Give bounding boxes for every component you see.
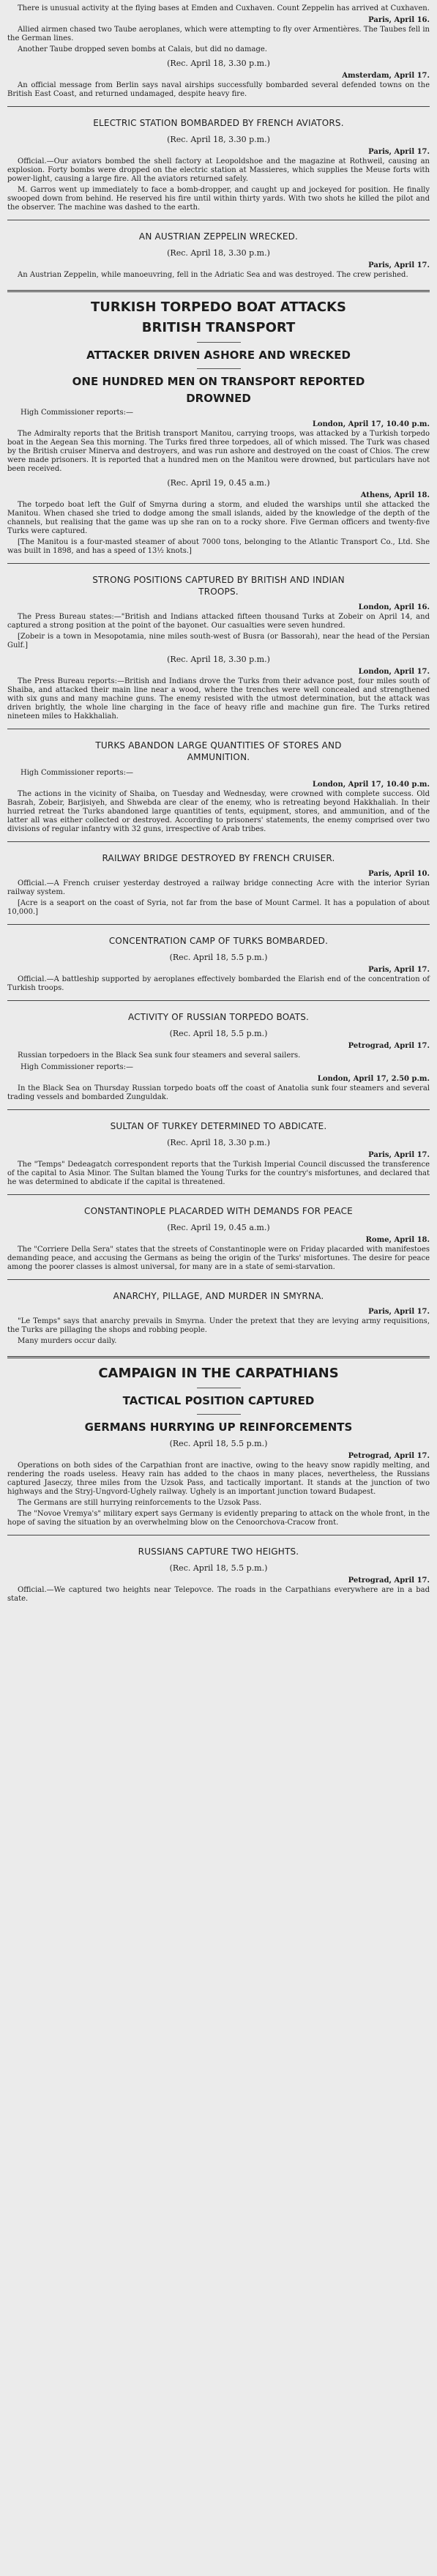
headline: BRITISH TRANSPORT <box>141 320 296 335</box>
dateline: Paris, April 10. <box>368 870 430 878</box>
article-heading: ACTIVITY OF RUSSIAN TORPEDO BOATS. <box>127 1012 310 1022</box>
received-time: (Rec. April 18, 3.30 p.m.) <box>167 248 270 258</box>
paragraph: M. Garros went up immediately to face a bomb-dropper, and caught up and jockeyed for position. He finally swooped down from behind. He reserved his fire until within thirty yards. With two shots he killed the pilot and the observer. The machine was dashed to the earth. <box>7 186 430 212</box>
divider <box>197 342 241 343</box>
source-line: High Commissioner reports:— <box>20 1063 133 1071</box>
dateline: Petrograd, April 17. <box>348 1042 430 1050</box>
received-time: (Rec. April 18, 3.30 p.m.) <box>167 655 270 664</box>
article-heading: RUSSIANS CAPTURE TWO HEIGHTS. <box>138 1546 299 1557</box>
headline: CAMPAIGN IN THE CARPATHIANS <box>98 1366 339 1381</box>
paragraph: In the Black Sea on Thursday Russian torpedo boats off the coast of Anatolia sunk four steamers and several trading vessels and bombarded Zunguldak. <box>7 1084 430 1101</box>
divider <box>7 924 430 925</box>
dateline: Paris, April 17. <box>368 1308 430 1316</box>
paragraph: Operations on both sides of the Carpathian front are inactive, owing to the heavy snow rapidly melting, and rendering the roads useless. Heavy rain has added to the chaos in many places, nevertheless, the Russians captured Jaseczy, three miles from the Uzsok Pass, and tactically important. It stands at the junction of two highways and the Stryj-Ungvord-Ughely railway. Ughely is an important junction toward Budapest. <box>7 1462 430 1496</box>
dateline: Paris, April 17. <box>368 966 430 974</box>
article-smyrna-anarchy <box>7 1290 430 1346</box>
dateline: Amsterdam, April 17. <box>342 72 430 80</box>
article-heading: CONCENTRATION CAMP OF TURKS BOMBARDED. <box>108 936 329 946</box>
divider <box>7 563 430 564</box>
article-turks-abandon <box>7 740 430 834</box>
paragraph: The "Temps" Dedeagatch correspondent reports that the Turkish Imperial Council discussed the transference of the capital to Asia Minor. The Sultan blamed the Young Turks for the country's misfortunes, and declared that he was determined to abdicate if the capital is threatened. <box>7 1161 430 1186</box>
received-time: (Rec. April 18, 5.5 p.m.) <box>169 1563 268 1573</box>
article-strong-positions <box>7 574 430 721</box>
dateline: London, April 17. <box>358 668 430 676</box>
paragraph: [The Manitou is a four-masted steamer of about 7000 tons, belonging to the Atlantic Transport Co., Ltd. She was built in 1898, and has a speed of 13½ knots.] <box>7 538 430 555</box>
article-electric-station <box>7 117 430 212</box>
paragraph: Another Taube dropped seven bombs at Calais, but did no damage. <box>18 45 267 53</box>
paragraph: Official.—Our aviators bombed the shell factory at Leopoldshoe and the magazine at Rothweil, causing an explosion. Forty bombs were dropped on the electric station at Massieres, which supplies the Meuse forts with power-light, causing a large fire. All the aviators returned safely. <box>7 157 430 183</box>
divider <box>7 1356 430 1358</box>
paragraph: The Press Bureau reports:—British and Indians drove the Turks from their advance post, four miles south of Shaiba, and attacked their main line near a wood, where the trenches were well concealed and strengthened with six guns and many machine guns. The enemy resisted with the utmost determination, but the attack was driven brightly, the whole line charging in the face of heavy rifle and machine gun fire. The Turks retired nineteen miles to Hakkhaliah. <box>7 677 430 721</box>
paragraph: The Germans are still hurrying reinforcements to the Uzsok Pass. <box>18 1499 262 1507</box>
divider <box>7 841 430 842</box>
source-line: High Commissioner reports:— <box>20 409 133 417</box>
article-heading: RAILWAY BRIDGE DESTROYED BY FRENCH CRUISER. <box>102 853 335 863</box>
source-line: High Commissioner reports:— <box>20 769 133 777</box>
spacer <box>7 1606 430 1612</box>
paragraph: The torpedo boat left the Gulf of Smyrna during a storm, and eluded the warships until she attacked the Manitou. When chased she tried to dodge among the small islands, aided by the knowledge of the depth of the channels, but realising that the game was up she ran on to a rocky shore. Five German officers and twenty-five Turks were captured. <box>7 501 430 535</box>
subheadline: GERMANS HURRYING UP REINFORCEMENTS <box>84 1421 353 1434</box>
article-railway-bridge <box>7 852 430 917</box>
paragraph: The "Novoe Vremya's" military expert says Germany is evidently preparing to attack on the whole front, in the hope of saving the situation by an overwhelming blow on the Cenoorchova-Cracow front. <box>7 1510 430 1527</box>
article-heading: AMMUNITION. <box>187 752 250 762</box>
article-heading: TROOPS. <box>198 587 239 597</box>
intro-dispatches <box>7 4 430 99</box>
dateline: London, April 17, 2.50 p.m. <box>317 1075 430 1083</box>
subheadline: DROWNED <box>186 392 251 405</box>
divider <box>7 1194 430 1195</box>
paragraph: Official.—A French cruiser yesterday destroyed a railway bridge connecting Acre with the interior Syrian railway system. <box>7 879 430 896</box>
dateline: Petrograd, April 17. <box>348 1577 430 1585</box>
article-constantinople-peace <box>7 1205 430 1272</box>
article-two-heights <box>7 1546 430 1604</box>
dateline: Paris, April 17. <box>368 148 430 156</box>
divider <box>197 368 241 369</box>
received-time: (Rec. April 19, 0.45 a.m.) <box>167 478 270 488</box>
paragraph: An Austrian Zeppelin, while manoeuvring, fell in the Adriatic Sea and was destroyed. The crew perished. <box>18 271 408 279</box>
article-heading: SULTAN OF TURKEY DETERMINED TO ABDICATE. <box>110 1121 327 1131</box>
dateline: Petrograd, April 17. <box>348 1452 430 1460</box>
paragraph: [Zobeir is a town in Mesopotamia, nine miles south-west of Busra (or Bassorah), near the head of the Persian Gulf.] <box>7 633 430 649</box>
received-time: (Rec. April 18, 5.5 p.m.) <box>169 953 268 962</box>
received-time: (Rec. April 19, 0.45 a.m.) <box>167 1223 270 1232</box>
subheadline: TACTICAL POSITION CAPTURED <box>122 1394 315 1407</box>
paragraph: Many murders occur daily. <box>18 1337 117 1345</box>
paragraph: [Acre is a seaport on the coast of Syria, not far from the base of Mount Carmel. It has a population of about 10,000.] <box>7 899 430 916</box>
divider <box>7 1000 430 1001</box>
divider <box>7 1279 430 1280</box>
divider <box>7 106 430 107</box>
article-austrian-zeppelin <box>7 231 430 280</box>
paragraph: Russian torpedoers in the Black Sea sunk four steamers and several sailers. <box>18 1051 301 1060</box>
article-turkish-torpedo <box>7 299 430 556</box>
paragraph: The actions in the vicinity of Shaiba, on Tuesday and Wednesday, were crowned with complete success. Old Basrah, Zobeir, Barjisiyeh, and Shwebda are clear of the enemy, who is retreating beyond Hakkhaliah. In their hurried retreat the Turks abandoned large quantities of tents, equipment, stores, and ammunition, and of the latter all was either collected or destroyed. According to prisoners' statements, the enemy comprised over two divisions of regular infantry with 32 guns, irrespective of Arab tribes. <box>7 790 430 833</box>
paragraph: Official.—We captured two heights near Telepovce. The roads in the Carpathians everywhere are in a bad state. <box>7 1586 430 1603</box>
dateline: Paris, April 17. <box>368 1151 430 1159</box>
article-sultan-abdicate <box>7 1120 430 1187</box>
dateline: London, April 16. <box>358 603 430 611</box>
article-carpathians <box>7 1366 430 1527</box>
paragraph: The Admiralty reports that the British transport Manitou, carrying troops, was attacked by a Turkish torpedo boat in the Aegean Sea this morning. The Turks fired three torpedoes, all of which missed. The Turk was chased by the British cruiser Minerva and destroyers, and was run ashore and destroyed on the coast of Chios. The crew were made prisoners. It is reported that a hundred men on the Manitou were drowned, but particulars have not been received. <box>7 430 430 473</box>
paragraph: "Le Temps" says that anarchy prevails in Smyrna. Under the pretext that they are levying army requisitions, the Turks are pillaging the shops and robbing people. <box>7 1317 430 1334</box>
subheadline: ATTACKER DRIVEN ASHORE AND WRECKED <box>86 349 351 362</box>
article-heading: AN AUSTRIAN ZEPPELIN WRECKED. <box>138 231 299 242</box>
article-heading: CONSTANTINOPLE PLACARDED WITH DEMANDS FOR PEACE <box>84 1206 353 1216</box>
article-heading: STRONG POSITIONS CAPTURED BY BRITISH AND INDIAN <box>92 575 345 585</box>
received-time: (Rec. April 18, 3.30 p.m.) <box>167 1138 270 1147</box>
received-time: (Rec. April 18, 3.30 p.m.) <box>167 59 270 68</box>
received-time: (Rec. April 18, 5.5 p.m.) <box>169 1029 268 1038</box>
article-heading: ELECTRIC STATION BOMBARDED BY FRENCH AVIATORS. <box>93 118 344 128</box>
subheadline: ONE HUNDRED MEN ON TRANSPORT REPORTED <box>72 375 365 388</box>
received-time: (Rec. April 18, 5.5 p.m.) <box>169 1439 268 1448</box>
dateline: Paris, April 16. <box>368 16 430 24</box>
paragraph: There is unusual activity at the flying bases at Emden and Cuxhaven. Count Zeppelin has arrived at Cuxhaven. <box>18 4 430 12</box>
paragraph: The "Corriere Della Sera" states that the streets of Constantinople were on Friday placarded with manifestoes demanding peace, and accusing the Germans as being the origin of the Turks' misfortunes. The desire for peace among the poorer classes is almost universal, for many are in a state of semi-starvation. <box>7 1246 430 1271</box>
divider <box>197 1414 241 1415</box>
divider <box>7 290 430 292</box>
article-heading: TURKS ABANDON LARGE QUANTITIES OF STORES AND <box>95 740 342 751</box>
dateline: London, April 17, 10.40 p.m. <box>312 781 430 789</box>
received-time: (Rec. April 18, 3.30 p.m.) <box>167 135 270 144</box>
dateline: Athens, April 18. <box>360 491 430 499</box>
article-russian-torpedo-boats <box>7 1011 430 1102</box>
dateline: Paris, April 17. <box>368 261 430 269</box>
headline: TURKISH TORPEDO BOAT ATTACKS <box>91 299 346 315</box>
dateline: Rome, April 18. <box>365 1236 430 1244</box>
paragraph: Official.—A battleship supported by aeroplanes effectively bombarded the Elarish end of the concentration of Turkish troops. <box>7 975 430 992</box>
paragraph: An official message from Berlin says naval airships successfully bombarded several defended towns on the British East Coast, and returned undamaged, despite heavy fire. <box>7 81 430 98</box>
dateline: London, April 17, 10.40 p.m. <box>312 420 430 428</box>
paragraph: Allied airmen chased two Taube aeroplanes, which were attempting to fly over Armentières. The Taubes fell in the German lines. <box>7 26 430 42</box>
article-heading: ANARCHY, PILLAGE, AND MURDER IN SMYRNA. <box>113 1291 324 1301</box>
article-concentration-camp <box>7 935 430 993</box>
divider <box>7 1109 430 1110</box>
paragraph: The Press Bureau states:—"British and Indians attacked fifteen thousand Turks at Zobeir on April 14, and captured a strong position at the point of the bayonet. Our casualties were seven hundred. <box>7 613 430 630</box>
